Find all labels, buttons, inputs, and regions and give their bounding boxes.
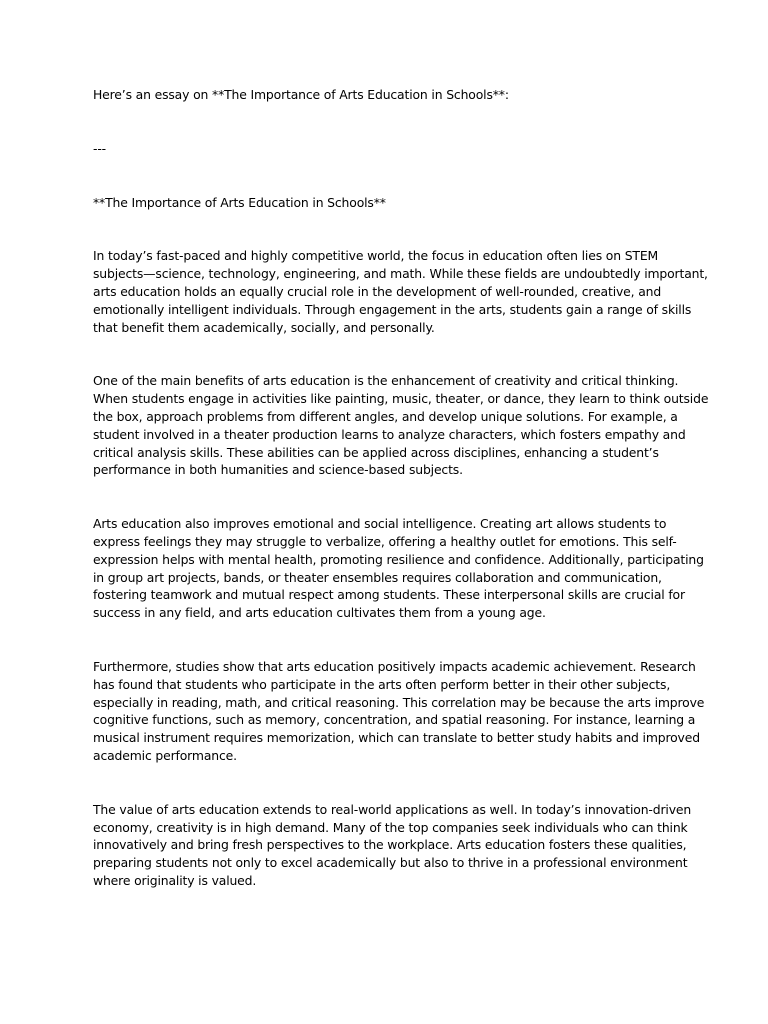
- paragraph-line: arts education holds an equally crucial role in the development of well-rounded, creative, and: [93, 283, 662, 299]
- paragraph-4: [93, 658, 705, 765]
- paragraph-line: express feelings they may struggle to verbalize, offering a healthy outlet for emotions. This self-: [93, 533, 677, 549]
- paragraph-line: performance in both humanities and science-based subjects.: [93, 462, 463, 478]
- paragraph-line: emotionally intelligent individuals. Through engagement in the arts, students gain a range of skills: [93, 301, 692, 317]
- separator-line: ---: [93, 140, 106, 156]
- paragraph-1: [93, 247, 708, 336]
- paragraph-line: especially in reading, math, and critical reasoning. This correlation may be because the arts improve: [93, 694, 705, 710]
- paragraph-line: In today’s fast-paced and highly competitive world, the focus in education often lies on STEM: [93, 248, 659, 264]
- paragraph-line: economy, creativity is in high demand. Many of the top companies seek individuals who can think: [93, 819, 688, 835]
- paragraph-line: where originality is valued.: [93, 872, 257, 888]
- paragraph-line: innovatively and bring fresh perspectives to the workplace. Arts education fosters these qualities,: [93, 837, 687, 853]
- paragraph-line: preparing students not only to excel academically but also to thrive in a professional environment: [93, 855, 688, 871]
- paragraph-line: musical instrument requires memorization, which can translate to better study habits and improved: [93, 730, 700, 746]
- paragraph-line: subjects—science, technology, engineering, and math. While these fields are undoubtedly important,: [93, 266, 708, 282]
- paragraph-line: One of the main benefits of arts education is the enhancement of creativity and critical thinking.: [93, 373, 679, 389]
- paragraph-line: fostering teamwork and mutual respect among students. These interpersonal skills are crucial for: [93, 587, 685, 603]
- paragraph-line: in group art projects, bands, or theater ensembles requires collaboration and communication,: [93, 569, 662, 585]
- intro-line: Here’s an essay on **The Importance of Arts Education in Schools**:: [93, 87, 509, 102]
- paragraph-line: cognitive functions, such as memory, concentration, and spatial reasoning. For instance, learning a: [93, 712, 696, 728]
- document-body: [93, 86, 709, 890]
- paragraph-line: the box, approach problems from different angles, and develop unique solutions. For example, a: [93, 408, 678, 424]
- essay-title: **The Importance of Arts Education in Schools**: [93, 194, 386, 210]
- paragraph-line: has found that students who participate in the arts often perform better in their other subjects,: [93, 676, 671, 692]
- paragraph-line: The value of arts education extends to real-world applications as well. In today’s innovation-driven: [93, 801, 692, 817]
- paragraph-line: success in any field, and arts education cultivates them from a young age.: [93, 605, 546, 621]
- paragraph-line: expression helps with mental health, promoting resilience and confidence. Additionally, participating: [93, 551, 704, 567]
- paragraph-line: When students engage in activities like painting, music, theater, or dance, they learn to think outside: [93, 391, 709, 407]
- paragraph-line: Arts education also improves emotional and social intelligence. Creating art allows students to: [93, 516, 667, 532]
- paragraph-line: Furthermore, studies show that arts education positively impacts academic achievement. Research: [93, 658, 696, 674]
- paragraph-line: academic performance.: [93, 747, 237, 763]
- paragraph-line: critical analysis skills. These abilities can be applied across disciplines, enhancing a student’s: [93, 444, 659, 460]
- paragraph-5: [93, 801, 692, 890]
- paragraph-line: student involved in a theater production learns to analyze characters, which fosters empathy and: [93, 426, 686, 442]
- paragraph-2: [93, 372, 709, 479]
- paragraph-3: [93, 515, 704, 622]
- paragraph-line: that benefit them academically, socially, and personally.: [93, 319, 435, 335]
